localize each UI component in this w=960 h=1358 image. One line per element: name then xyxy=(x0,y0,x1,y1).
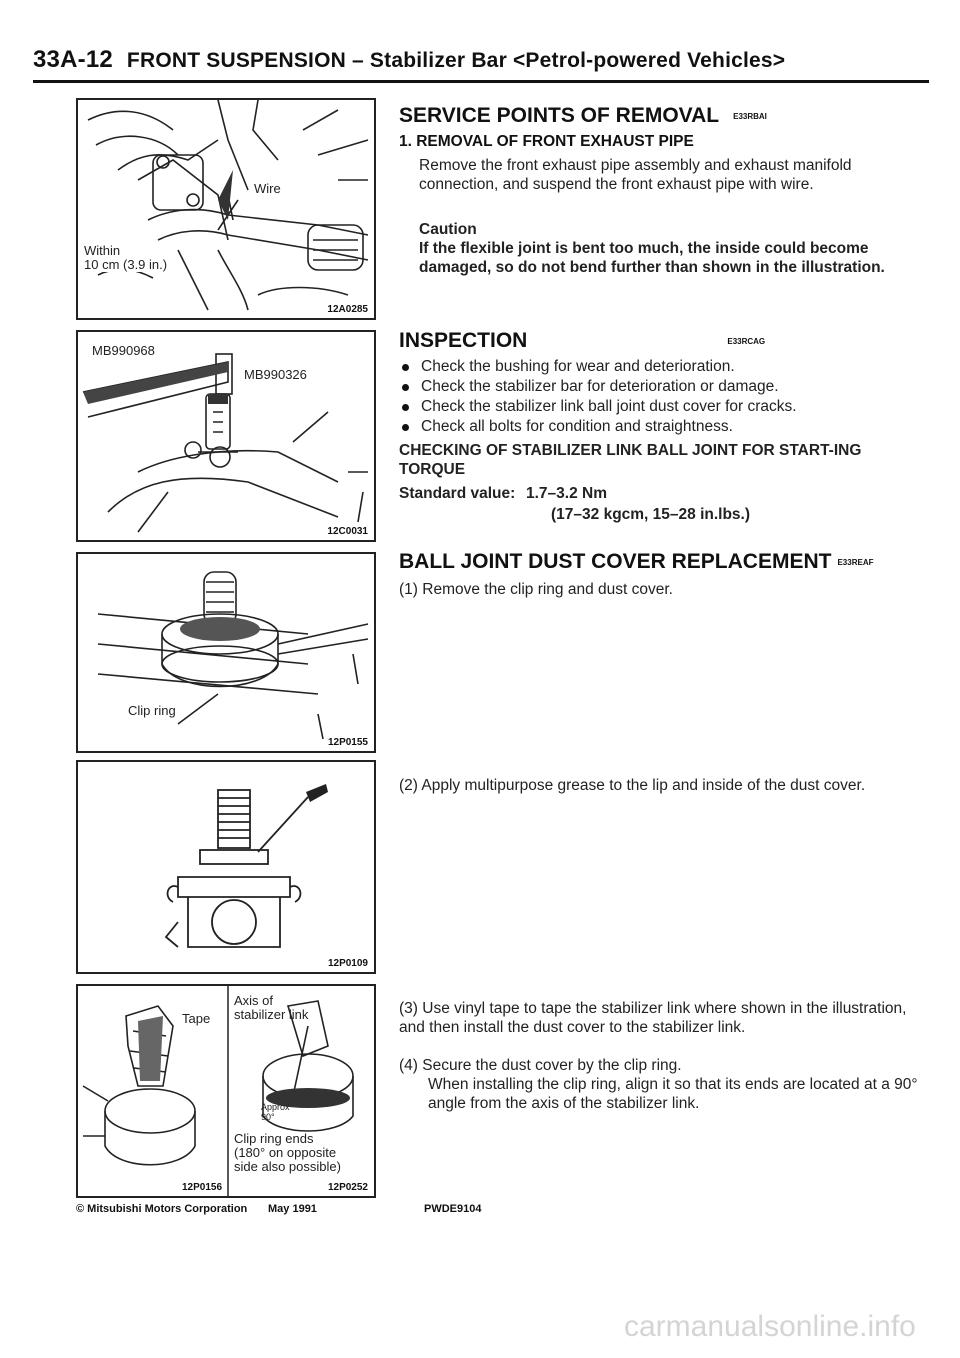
inspection-heading xyxy=(399,329,765,353)
replacement-step-4: (4) Secure the dust cover by the clip ring. xyxy=(399,1057,682,1074)
figure-special-tools xyxy=(76,330,376,542)
figure-grease-application xyxy=(76,760,376,974)
removal-heading xyxy=(399,104,767,128)
label-clip-ring-ends: Clip ring ends xyxy=(234,1131,314,1146)
replacement-heading xyxy=(399,550,873,574)
removal-step-title: 1. REMOVAL OF FRONT EXHAUST PIPE xyxy=(399,133,694,150)
standard-value-label: Standard value: xyxy=(399,485,516,502)
footer-copyright: © Mitsubishi Motors Corporation xyxy=(76,1203,248,1215)
label-approx: Approx xyxy=(261,1102,290,1112)
figure-code: 12A0285 xyxy=(327,304,368,315)
replacement-step-4-note: When installing the clip ring, align it so that its ends are located at a 90° angle from the axis of the stabilizer link. xyxy=(428,1076,918,1112)
footer-doc-code: PWDE9104 xyxy=(424,1203,482,1215)
figure-code: 12C0031 xyxy=(327,526,368,537)
figure-tape-and-clip-ring xyxy=(76,984,376,1198)
removal-code: E33RBAI xyxy=(733,111,767,121)
replacement-code: E33REAF xyxy=(837,557,874,567)
label-90-degrees: 90° xyxy=(261,1112,275,1122)
label-opposite-side: (180° on opposite xyxy=(234,1145,337,1160)
standard-value-alt: (17–32 kgcm, 15–28 in.lbs.) xyxy=(551,506,751,523)
inspection-bullet-list xyxy=(399,357,929,437)
section-title: FRONT SUSPENSION – Stabilizer Bar <Petrol-powered Vehicles> xyxy=(126,49,786,72)
figure-exhaust-pipe-wire xyxy=(76,98,376,320)
figure-code: 12P0155 xyxy=(327,737,368,748)
page-header xyxy=(33,46,785,74)
clip-ring-illustration xyxy=(78,554,374,751)
label-within: Within xyxy=(84,243,121,258)
label-axis-of: Axis of xyxy=(234,993,274,1008)
figure-clip-ring-removal xyxy=(76,552,376,753)
label-distance: 10 cm (3.9 in.) xyxy=(84,257,168,272)
figure-code: 12P0109 xyxy=(327,958,368,969)
standard-value: 1.7–3.2 Nm xyxy=(526,485,607,502)
label-clip-ring: Clip ring xyxy=(128,703,176,718)
label-tape: Tape xyxy=(182,1011,211,1026)
inspection-bullet: Check the stabilizer bar for deterioration or damage. xyxy=(399,377,929,397)
grease-illustration xyxy=(78,762,374,972)
watermark: carmanualsonline.info xyxy=(624,1310,916,1343)
special-tools-illustration xyxy=(78,332,374,540)
inspection-code: E33RCAG xyxy=(727,336,766,346)
footer-date: May 1991 xyxy=(268,1203,317,1215)
inspection-bullet: Check all bolts for condition and straightness. xyxy=(399,417,929,437)
caution-text: If the flexible joint is bent too much, the inside could become damaged, so do not bend further than shown in the illustration. xyxy=(419,240,885,276)
caution-title: Caution xyxy=(419,221,477,238)
torque-subheading: CHECKING OF STABILIZER LINK BALL JOINT FOR START-ING TORQUE xyxy=(399,442,862,478)
label-tool-mb990326: MB990326 xyxy=(244,367,307,382)
inspection-bullet: Check the stabilizer link ball joint dust cover for cracks. xyxy=(399,397,929,417)
replacement-heading-text: BALL JOINT DUST COVER REPLACEMENT xyxy=(399,550,832,573)
label-also-possible: side also possible) xyxy=(234,1159,341,1174)
removal-heading-text: SERVICE POINTS OF REMOVAL xyxy=(399,104,720,127)
label-tool-mb990968: MB990968 xyxy=(92,343,155,358)
inspection-bullet: Check the bushing for wear and deterioration. xyxy=(399,357,929,377)
replacement-step-2: (2) Apply multipurpose grease to the lip and inside of the dust cover. xyxy=(399,777,866,794)
inspection-heading-text: INSPECTION xyxy=(399,329,528,352)
exhaust-pipe-illustration xyxy=(78,100,374,318)
replacement-step-3: (3) Use vinyl tape to tape the stabilizer link where shown in the illustration, and then install the dust cover to the stabilizer link. xyxy=(399,1000,907,1036)
removal-text: Remove the front exhaust pipe assembly and exhaust manifold connection, and suspend the front exhaust pipe with wire. xyxy=(419,157,852,193)
label-wire: Wire xyxy=(254,181,281,196)
figure-code-right: 12P0252 xyxy=(327,1182,368,1193)
page-number: 33A-12 xyxy=(33,46,113,73)
header-rule xyxy=(33,80,929,83)
replacement-step-1: (1) Remove the clip ring and dust cover. xyxy=(399,581,673,598)
figure-code-left: 12P0156 xyxy=(182,1182,223,1193)
label-stabilizer-link: stabilizer link xyxy=(234,1007,309,1022)
